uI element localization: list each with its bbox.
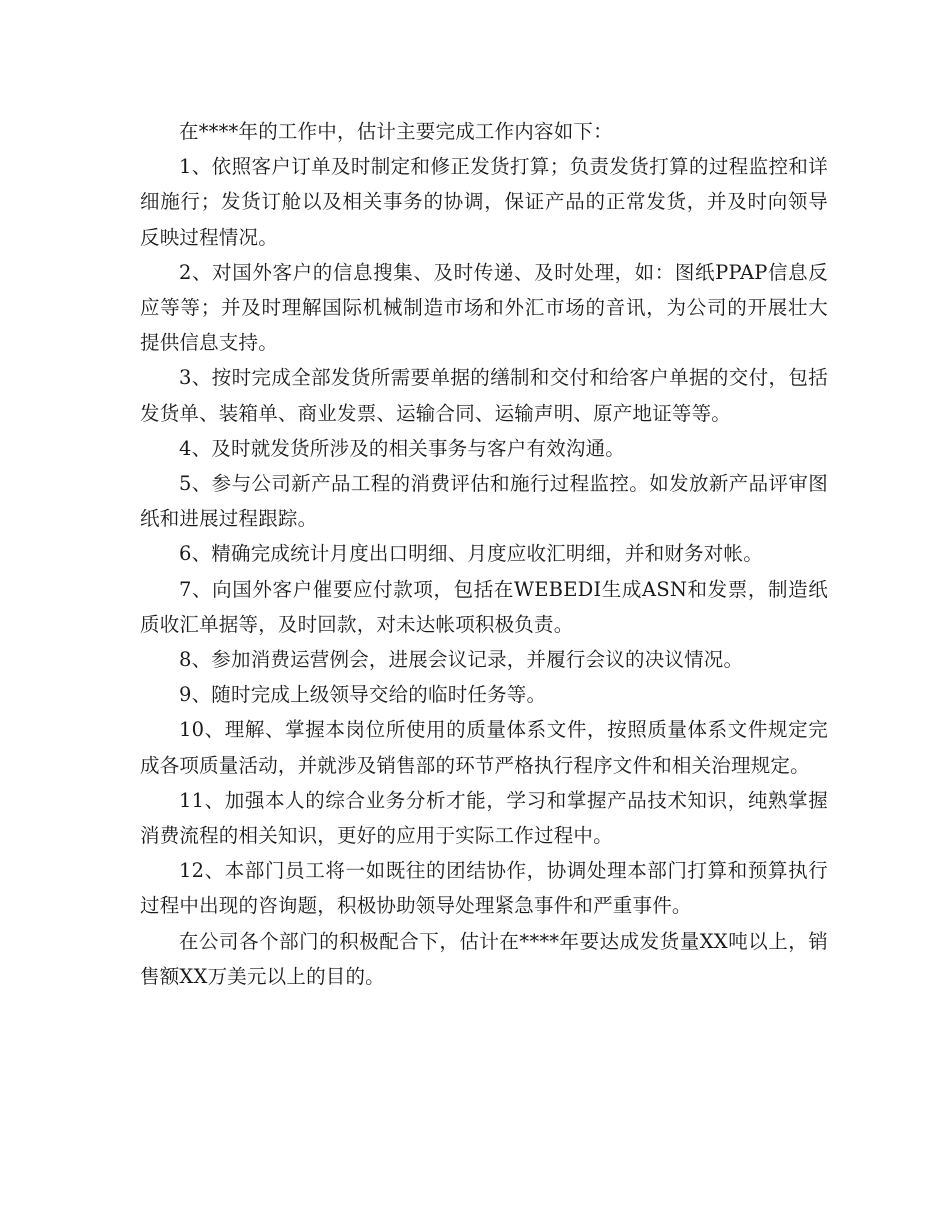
document-body: [140, 114, 828, 994]
item-6-paragraph: 6、精确完成统计月度出口明细、月度应收汇明细，并和财务对帐。: [179, 542, 763, 566]
item-2-paragraph: 2、对国外客户的信息搜集、及时传递、及时处理，如：图纸PPAP信息反应等等；并及时理解国际机械制造市场和外汇市场的音讯，为公司的开展壮大提供信息支持。: [140, 260, 828, 355]
item-5-paragraph: 5、参与公司新产品工程的消费评估和施行过程监控。如发放新产品评审图纸和进展过程跟踪。: [140, 472, 828, 531]
intro-paragraph: 在****年的工作中，估计主要完成工作内容如下：: [179, 120, 613, 143]
item-9-paragraph: 9、随时完成上级领导交给的临时任务等。: [179, 683, 547, 707]
item-8-paragraph: 8、参加消费运营例会，进展会议记录，并履行会议的决议情况。: [179, 648, 744, 672]
item-4-paragraph: 4、及时就发货所涉及的相关事务与客户有效沟通。: [179, 436, 626, 460]
item-11-paragraph: 11、加强本人的综合业务分析才能，学习和掌握产品技术知识，纯熟掌握消费流程的相关知识，更好的应用于实际工作过程中。: [140, 788, 828, 848]
item-3-paragraph: 3、按时完成全部发货所需要单据的缮制和交付和给客户单据的交付，包括发货单、装箱单、商业发票、运输合同、运输声明、原产地证等等。: [140, 366, 828, 425]
item-12-paragraph: 12、本部门员工将一如既往的团结协作，协调处理本部门打算和预算执行过程中出现的咨询题，积极协助领导处理紧急事件和严重事件。: [140, 859, 828, 918]
item-7-paragraph: 7、向国外客户催要应付款项，包括在WEBEDI生成ASN和发票，制造纸质收汇单据等，及时回款，对未达帐项积极负责。: [140, 577, 828, 636]
item-1-paragraph: 1、依照客户订单及时制定和修正发货打算；负责发货打算的过程监控和详细施行；发货订舱以及相关事务的协调，保证产品的正常发货，并及时向领导反映过程情况。: [140, 155, 828, 249]
item-10-paragraph: 10、理解、掌握本岗位所使用的质量体系文件，按照质量体系文件规定完成各项质量活动，并就涉及销售部的环节严格执行程序文件和相关治理规定。: [140, 718, 828, 777]
closing-paragraph: 在公司各个部门的积极配合下，估计在****年要达成发货量XX吨以上，销售额XX万美元以上的目的。: [140, 929, 828, 988]
